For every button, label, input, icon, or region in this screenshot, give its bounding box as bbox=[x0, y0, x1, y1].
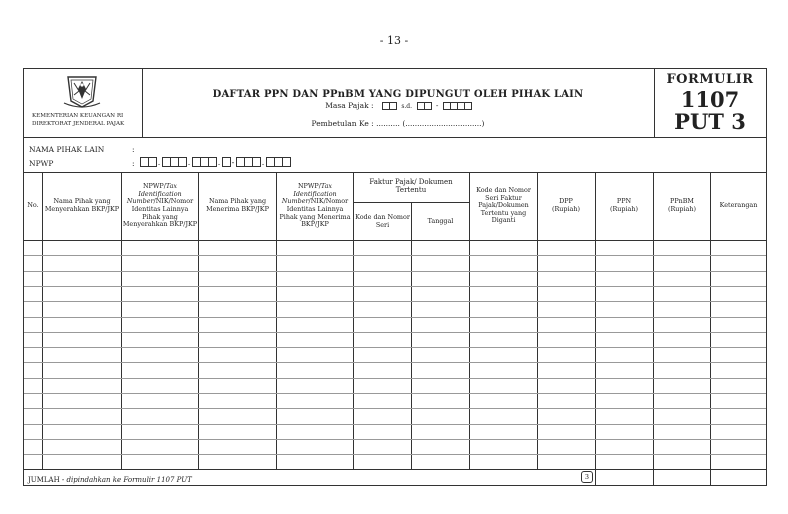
masa-pajak-row: Masa Pajak : s.d. - bbox=[142, 101, 654, 110]
col-faktur-group: Faktur Pajak/ Dokumen Tertentu bbox=[369, 178, 453, 194]
masa-pajak-label: Masa Pajak : bbox=[325, 101, 374, 110]
table-row-line bbox=[24, 424, 766, 425]
table-row-line bbox=[24, 378, 766, 379]
form-code-cell bbox=[654, 69, 766, 137]
col-no: No. bbox=[27, 201, 39, 210]
col-npwp-penerima: NPWP/Tax Identification Number/NIK/Nomor Identitas Lainnya Pihak yang Menerima BKP/JKP bbox=[279, 182, 351, 229]
org-line-1: KEMENTERIAN KEUANGAN RI bbox=[32, 113, 124, 119]
col-nama-penerima: Nama Pihak yang Menerima BKP/JKP bbox=[206, 197, 269, 213]
masa-start-field[interactable] bbox=[382, 101, 396, 110]
col-dpp: DPP (Rupiah) bbox=[552, 197, 580, 213]
ref-badge: 3 bbox=[581, 471, 593, 483]
table-row-line bbox=[24, 347, 766, 348]
organization-cell bbox=[24, 69, 143, 137]
data-table bbox=[24, 172, 766, 485]
table-row-line bbox=[24, 439, 766, 440]
jumlah-label: JUMLAH bbox=[28, 476, 60, 484]
masa-end-field[interactable] bbox=[417, 101, 431, 110]
col-ppnbm: PPnBM (Rupiah) bbox=[668, 197, 696, 213]
table-row-line bbox=[24, 301, 766, 302]
table-row-line bbox=[24, 255, 766, 256]
table-row-line bbox=[24, 362, 766, 363]
page-number: - 13 - bbox=[379, 34, 409, 47]
table-row-line bbox=[24, 271, 766, 272]
col-tanggal: Tanggal bbox=[427, 216, 454, 225]
form-code-suffix: PUT 3 bbox=[674, 109, 746, 134]
table-row-line bbox=[24, 393, 766, 394]
form-1107-put-3: KEMENTERIAN KEUANGAN RI DIREKTORAT JENDERAL PAJAK DAFTAR PPN DAN PPnBM YANG DIPUNGUT OLEH PIHAK LAIN Masa Pajak : s.d. - Pembetulan Ke : .......... (................................) FORMULIR 1107 PUT 3 NAMA PIHAK LAIN : NPWP : . . . - . No. Nama Pihak yang Menyerahkan BKP/JKP NPWP/Tax Identification Number/NIK/Nomor Identitas Lainnya Pihak yang Menyerahkan BKP/JKP Nama Pihak yang Menerima BKP/JKP NPWP/Tax Identification Number/NIK/Nomor Identitas Lainnya Pihak yang Menerima BKP/JKP Faktur Pajak/ Dokumen Tertentu Kode dan Nomor Seri Tanggal Kode dan Nomor Seri Faktur Pajak/Dokumen Tertentu yang Diganti DPP (Rupiah) PPN (Rupiah) PPnBM (Rupiah) Keterangan JUMLAH - dipindahkan ke Formulir 1107 PUT 3 bbox=[23, 68, 767, 486]
col-nama-penyerah: Nama Pihak yang Menyerahkan BKP/JKP bbox=[44, 197, 120, 213]
tahun-field[interactable] bbox=[443, 101, 471, 110]
col-ppn: PPN (Rupiah) bbox=[610, 197, 638, 213]
ministry-crest-icon bbox=[62, 73, 102, 109]
jumlah-row bbox=[28, 476, 192, 484]
pembetulan-row: Pembetulan Ke : .......... (................................) bbox=[311, 119, 485, 128]
table-row-line bbox=[24, 454, 766, 455]
col-kode-seri: Kode dan Nomor Seri bbox=[355, 212, 410, 229]
form-code-label: FORMULIR bbox=[666, 72, 754, 87]
table-row-line bbox=[24, 286, 766, 287]
form-code-number: 1107 bbox=[680, 87, 740, 112]
table-row-line bbox=[24, 317, 766, 318]
col-keterangan: Keterangan bbox=[719, 201, 758, 210]
npwp-field[interactable]: . . . - . bbox=[140, 157, 290, 167]
form-title: DAFTAR PPN DAN PPnBM YANG DIPUNGUT OLEH PIHAK LAIN bbox=[212, 89, 584, 100]
table-row-line bbox=[24, 408, 766, 409]
col-kode-diganti: Kode dan Nomor Seri Faktur Pajak/Dokumen Tertentu yang Diganti bbox=[476, 186, 531, 225]
org-line-2: DIREKTORAT JENDERAL PAJAK bbox=[32, 121, 125, 127]
col-npwp-penyerah: NPWP/Tax Identification Number/NIK/Nomor Identitas Lainnya Pihak yang Menyerahkan BKP/JKP bbox=[122, 182, 198, 229]
organization-name bbox=[26, 112, 140, 128]
npwp-label: NPWP bbox=[29, 159, 54, 168]
sd-label: s.d. bbox=[401, 103, 413, 110]
title-cell bbox=[142, 69, 655, 137]
table-row-line bbox=[24, 332, 766, 333]
jumlah-note: - dipindahkan ke Formulir 1107 PUT bbox=[61, 476, 192, 484]
nama-pihak-label: NAMA PIHAK LAIN bbox=[29, 145, 105, 154]
form-header bbox=[24, 69, 766, 138]
